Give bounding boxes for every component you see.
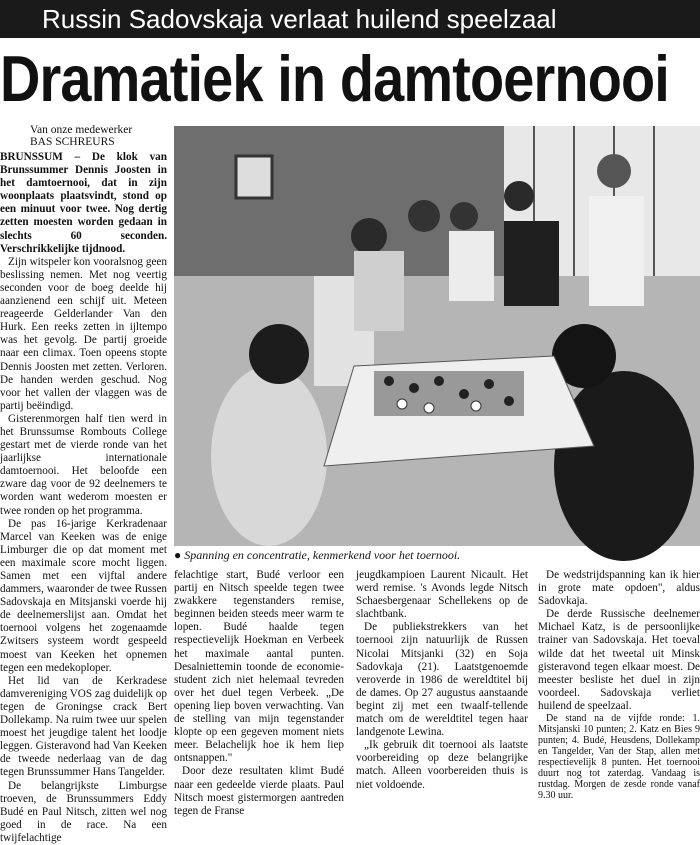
- lead-paragraph: BRUNSSUM – De klok van Brunssummer Dennis Joosten in het damtoernooi, dat in zijn woonplaats plaatsvindt, stond op een minuut voor twee. Nog dertig zetten moesten worden gedaan in slechts 60 seconden. Verschrikkelijke tijdnood.: [0, 151, 167, 255]
- byline-author: BAS SCHREURS: [30, 136, 115, 148]
- paragraph: De publiekstrekkers van het toernooi zijn natuurlijk de Russen Nicolai Mitsjanki (32) en Soja Sadovkaja (21). Laatstgenoemde veroverde in 1986 de wereldtitel bij de dames. Op 27 augustus aanstaande begint zij met een twaalf-tellende match om de wereldtitel tegen haar landgenote Lewina.: [356, 621, 528, 739]
- byline: [8, 124, 168, 148]
- paragraph: jeugdkampioen Laurent Nicault. Het werd remise. 's Avonds legde Nitsch Schaesbergenaar Schellekens op de slachtbank.: [356, 569, 528, 621]
- column-3: [356, 569, 528, 803]
- paragraph: De belangrijkste Limburgse troeven, de Brunssummers Eddy Budé en Paul Nitsch, zitten wel nog goed in de race. Na een twijfelachtige: [0, 779, 167, 844]
- paragraph: De derde Russische deelnemer Michael Katz, is de persoonlijke trainer van Sadovskaja. Het toeval wilde dat het tweetal uit Minsk gisteravond tegen elkaar moest. De meester besliste het duel in zijn voordeel. Sadovskaja verliet huilend de speelzaal.: [538, 608, 700, 712]
- column-1: [0, 151, 167, 844]
- paragraph: Door deze resultaten klimt Budé naar een gedeelde vierde plaats. Paul Nitsch moest gistermorgen aantreden tegen de Franse: [174, 765, 344, 817]
- byline-line1: Van onze medewerker: [30, 124, 133, 136]
- photo-caption: ● Spanning en concentratie, kenmerkend voor het toernooi.: [174, 548, 461, 562]
- paragraph: De pas 16-jarige Kerkradenaar Marcel van Keeken was de enige Limburger die op dat moment met een maximale score mocht liggen. Samen met een vijftal andere dammers, waaronder de twee Russen Sadovskaja en Mitsjanski voerde hij de deelnemerslijst aan. Omdat het toernooi volgens het zogenaamde Zwitsers systeem wordt gespeeld moest van Keeken het opnemen tegen een medekoploper.: [0, 517, 167, 674]
- paragraph: Zijn witspeler kon vooralsnog geen beslissing nemen. Met nog veertig seconden voor de boeg deelde hij aanzienend een schijf uit. Meteen reageerde Gelderlander Van den Hurk. Een reeks zetten in ijltempo was het gevolg. De partij groeide naar een climax. Toen opeens stopte Dennis Joosten met zetten. Verloren. De handen werden geschud. Nog voor het vallen der vlaggen was de partij beëindigd.: [0, 255, 167, 412]
- headline: Dramatiek in damtoernooi: [0, 42, 669, 115]
- tournament-photo: [174, 126, 700, 546]
- paragraph: De wedstrijdspanning kan ik hier in grote mate opdoen", aldus Sadovkaja.: [538, 569, 700, 608]
- paragraph: Het lid van de Kerkradese damvereniging VOS zag duidelijk op tegen de Groningse crack Bert Dollekamp. Na ruim twee uur spelen moest het jeugdige talent het loodje leggen. Gisteravond had Van Keeken de tweede nederlaag van de dag tegen Brunssummer Hans Tangelder.: [0, 674, 167, 779]
- column-4: [538, 569, 700, 803]
- column-2: [174, 569, 344, 817]
- kicker-banner: Russin Sadovskaja verlaat huilend speelzaal: [0, 0, 700, 38]
- paragraph: felachtige start, Budé verloor een partij en Nitsch speelde tegen twee zwakkere tegenstanders remise, beginnen beiden steeds meer warm te lopen. Budé haalde tegen respectievelijk Hoekman en Verbeek het maximale aantal punten. Desalniettemin toonde de economie-student zich niet helemaal tevreden over het duel tegen Verbeek. „De opening liep boven verwachting. Van de stelling van mijn tegenstander klopte op een gegeven moment niets meer. Belachelijk hoe ik hem liep ontsnappen.": [174, 569, 344, 765]
- standings: De stand na de vijfde ronde: 1. Mitsjanski 10 punten; 2. Katz en Bies 9 punten; 4. Budé, Heusdens, Dollekamp en Tangelder, Van der Stap, allen met respectievelijk 8 punten. Het toernooi duurt nog tot zaterdag. Vandaag is rustdag. Morgen de zesde ronde vanaf 9.30 uur.: [538, 713, 700, 802]
- paragraph: Gisterenmorgen half tien werd in het Brunssumse Rombouts College gestart met de vierde ronde van het jaarlijkse internationale damtoernooi. Het beloofde een zware dag voor de 92 deelnemers te worden want wederom moesten er twee ronden op het programma.: [0, 412, 167, 517]
- paragraph: „Ik gebruik dit toernooi als laatste voorbereiding op deze belangrijke match. Alleen voorbereiden thuis is niet voldoende.: [356, 739, 528, 791]
